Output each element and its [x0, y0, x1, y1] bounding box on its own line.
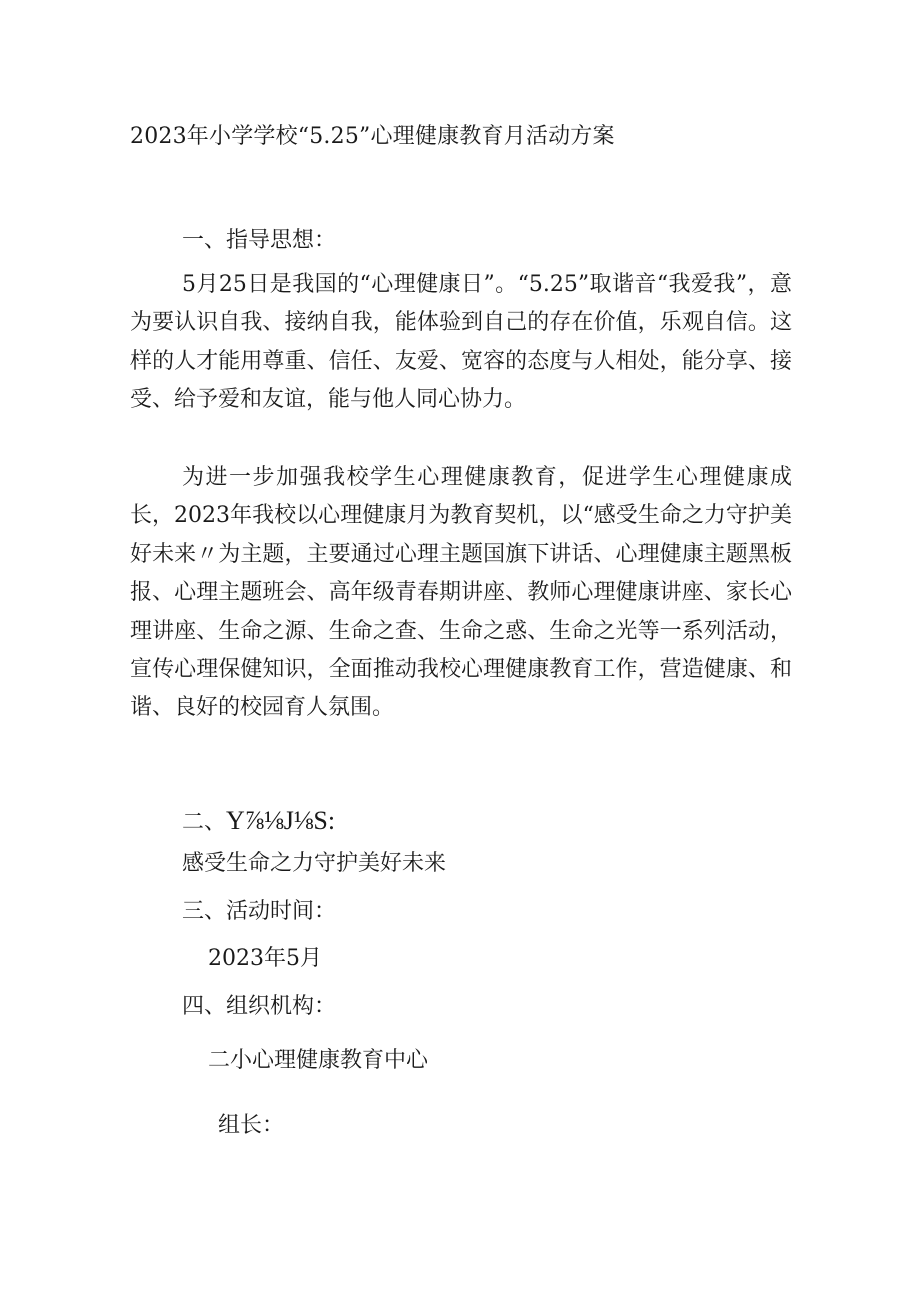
- section-heading-time: 三、活动时间：: [182, 899, 337, 924]
- leader-label: 组长：: [218, 1113, 285, 1138]
- section-heading-organization: 四、组织机构：: [182, 994, 337, 1019]
- section-heading-theme: [182, 805, 335, 839]
- section-heading-theme-prefix: 二、: [182, 810, 227, 835]
- activity-time-value: 2023年5月: [208, 946, 322, 971]
- theme-text: 感受生命之力守护美好未来: [182, 851, 447, 876]
- paragraph-mental-health-day: 5月25日是我国的“心理健康日”。“5.25”取谐音“我爱我”，意为要认识自我、接纳自我，能体验到自己的存在价值，乐观自信。这样的人才能用尊重、信任、友爱、宽容的态度与人相处，能分享、接受、给予爱和友谊，能与他人同心协力。: [130, 272, 792, 413]
- section-heading-theme-garbled: Y⅞⅛J⅛S:: [226, 806, 336, 835]
- organization-name: 二小心理健康教育中心: [208, 1048, 429, 1073]
- section-heading-guiding-ideology: 一、指导思想：: [182, 228, 337, 253]
- paragraph-activity-overview: 为进一步加强我校学生心理健康教育，促进学生心理健康成长，2023年我校以心理健康月为教育契机，以“感受生命之力守护美好未来〃为主题，主要通过心理主题国旗下讲话、心理健康主题黑板报、心理主题班会、高年级青春期讲座、教师心理健康讲座、家长心理讲座、生命之源、生命之查、生命之惑、生命之光等一系列活动，宣传心理保健知识，全面推动我校心理健康教育工作，营造健康、和谐、良好的校园育人氛围。: [130, 465, 792, 721]
- document-title: 2023年小学学校“5.25”心理健康教育月活动方案: [130, 124, 615, 149]
